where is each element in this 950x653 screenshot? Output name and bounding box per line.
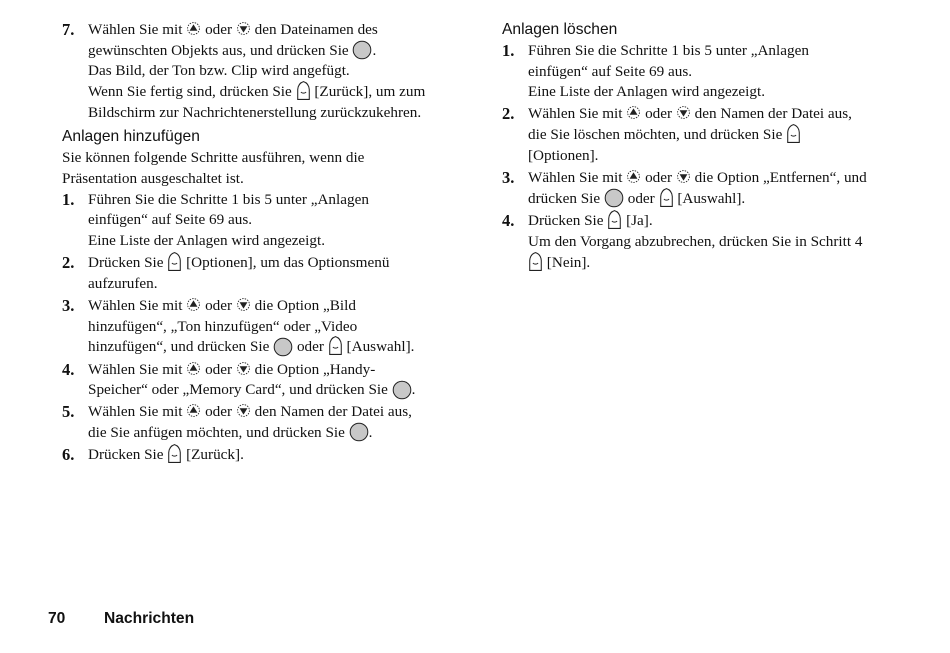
- intro-text: Sie können folgende Schritte ausführen, wenn die Präsentation ausgeschaltet ist.: [62, 149, 365, 187]
- nav-down-key-icon: [676, 169, 691, 184]
- soft-key-icon: [296, 80, 311, 101]
- nav-up-key-icon: [186, 21, 201, 36]
- center-select-key-icon: [349, 422, 369, 442]
- center-select-key-icon: [604, 188, 624, 208]
- page-footer: [48, 609, 194, 629]
- section-heading-add-attachments: Anlagen hinzufügen: [62, 128, 200, 146]
- nav-down-key-icon: [236, 21, 251, 36]
- step-number: 1.: [62, 189, 75, 209]
- page-number: 70: [48, 610, 66, 627]
- step-number: 5.: [62, 402, 75, 422]
- step-number: 6.: [62, 445, 75, 465]
- step-5: 5. Wählen Sie mit oder den Namen der Datei aus, die Sie anfügen möchten, und drücken Sie .: [62, 402, 412, 441]
- soft-key-icon: [786, 123, 801, 144]
- step-2: 2. Drücken Sie [Optionen], um das Optionsmenü aufzurufen.: [62, 252, 390, 292]
- step-6: 6. Drücken Sie [Zurück].: [62, 445, 244, 465]
- nav-up-key-icon: [626, 105, 641, 120]
- nav-up-key-icon: [186, 297, 201, 312]
- nav-up-key-icon: [186, 403, 201, 418]
- step-1: 1. Führen Sie die Schritte 1 bis 5 unter „Anlagen einfügen“ auf Seite 69 aus. Eine Liste der Anlagen wird angezeigt.: [62, 189, 369, 249]
- nav-down-key-icon: [676, 105, 691, 120]
- soft-key-icon: [528, 251, 543, 272]
- center-select-key-icon: [392, 380, 412, 400]
- soft-key-icon: [607, 209, 622, 230]
- step-number: 3.: [502, 167, 515, 187]
- step-1: 1. Führen Sie die Schritte 1 bis 5 unter „Anlagen einfügen“ auf Seite 69 aus. Eine Liste der Anlagen wird angezeigt.: [502, 41, 809, 101]
- nav-up-key-icon: [626, 169, 641, 184]
- step-number: 3.: [62, 295, 75, 315]
- soft-key-icon: [167, 251, 182, 272]
- nav-up-key-icon: [186, 361, 201, 376]
- step-3: 3. Wählen Sie mit oder die Option „Entfernen“, und drücken Sie oder [Auswahl].: [502, 167, 867, 207]
- section-heading-delete-attachments: Anlagen löschen: [502, 21, 618, 38]
- step-4: 4. Drücken Sie [Ja]. Um den Vorgang abzubrechen, drücken Sie in Schritt 4 [Nein].: [502, 211, 863, 271]
- nav-down-key-icon: [236, 403, 251, 418]
- nav-down-key-icon: [236, 361, 251, 376]
- step-number: 2.: [62, 252, 75, 272]
- step-number: 7.: [62, 20, 75, 39]
- soft-key-icon: [659, 187, 674, 208]
- center-select-key-icon: [273, 337, 293, 357]
- step-number: 2.: [502, 104, 515, 124]
- left-column: [62, 20, 472, 468]
- step-4: 4. Wählen Sie mit oder die Option „Handy- Speicher“ oder „Memory Card“, und drücken Sie .: [62, 359, 416, 399]
- soft-key-icon: [328, 335, 343, 356]
- step-number: 1.: [502, 41, 515, 60]
- center-select-key-icon: [352, 40, 372, 60]
- step-3: 3. Wählen Sie mit oder die Option „Bild hinzufügen“, „Ton hinzufügen“ oder „Video hinzufügen“, und drücken Sie oder [Auswahl].: [62, 295, 415, 356]
- step-7: 7. Wählen Sie mit oder den Dateinamen des gewünschten Objekts aus, und drücken Sie . Das Bild, der Ton bzw. Clip wird angefügt. Wenn Sie fertig sind, drücken Sie [Zurück], um zum Bildschirm zur Nachrichtenerstellung zurückzukehren.: [62, 20, 426, 121]
- step-number: 4.: [62, 359, 75, 379]
- soft-key-icon: [167, 443, 182, 464]
- nav-down-key-icon: [236, 297, 251, 312]
- step-number: 4.: [502, 211, 515, 231]
- right-column: [502, 20, 912, 275]
- step-2: 2. Wählen Sie mit oder den Namen der Datei aus, die Sie löschen möchten, und drücken Sie [Optionen].: [502, 104, 852, 164]
- section-title: Nachrichten: [104, 610, 195, 627]
